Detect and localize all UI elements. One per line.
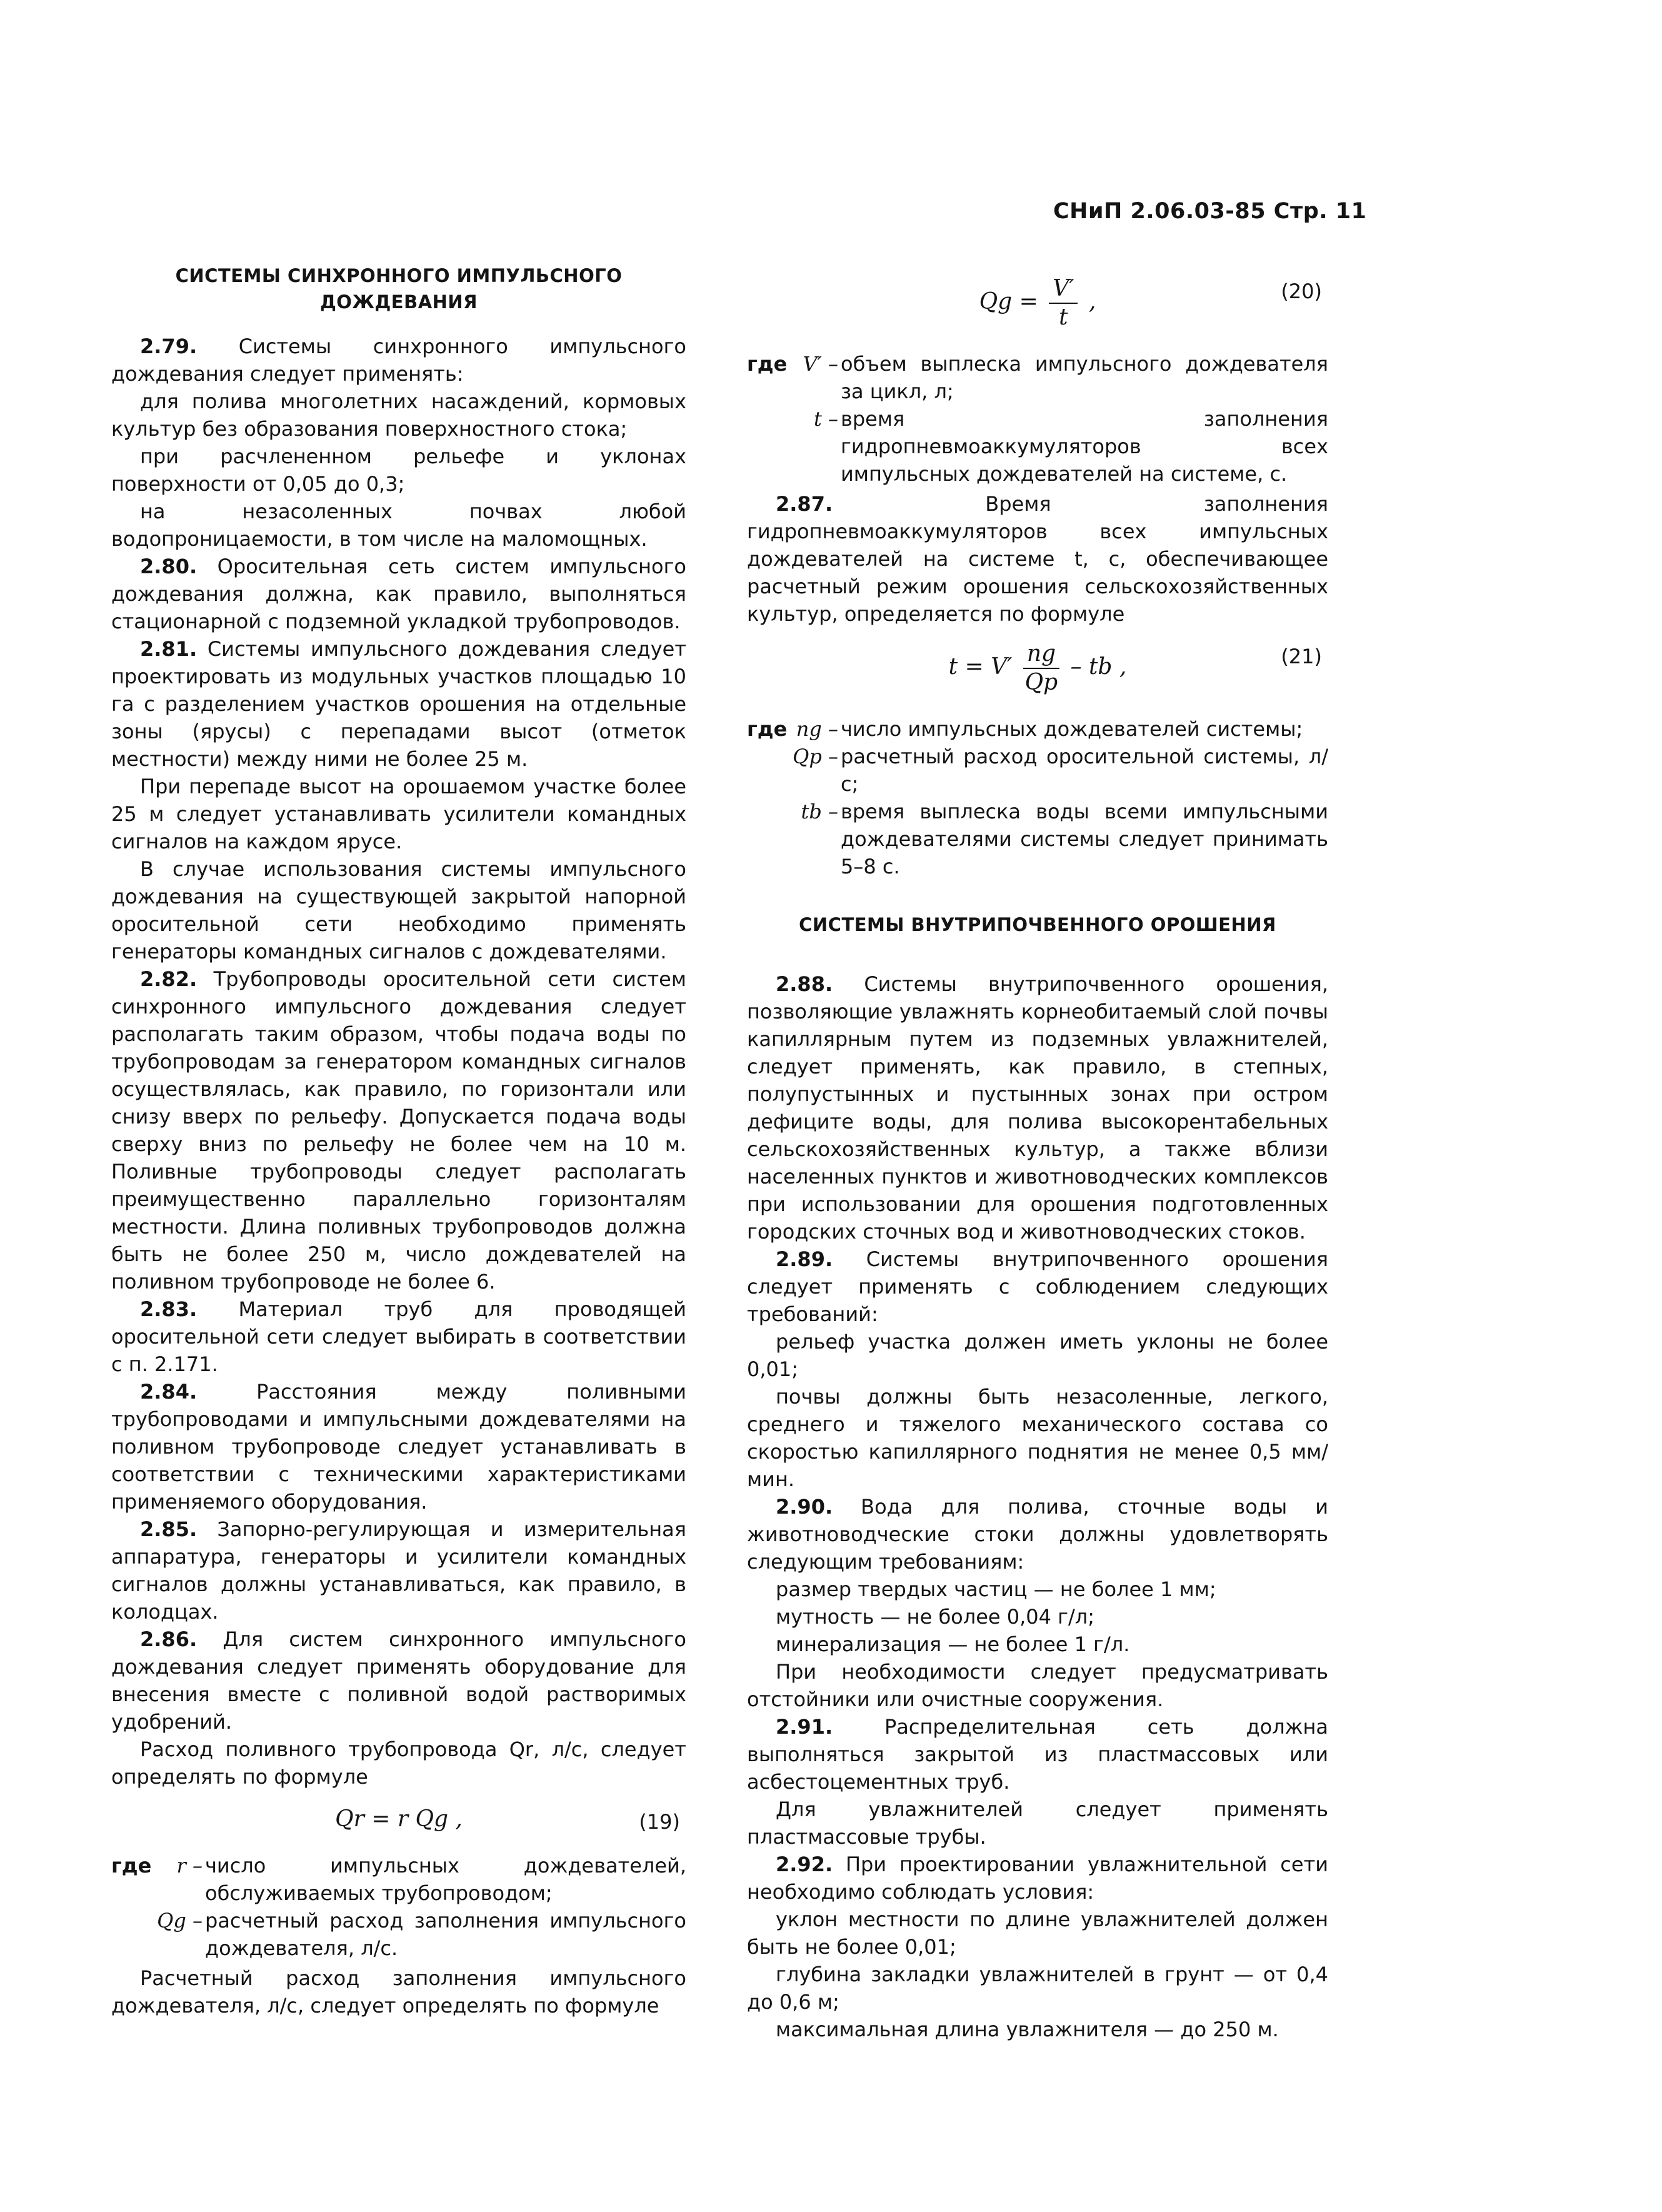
paragraph-text: Расчетный расход заполнения импульсного дождевателя, л/с, следует определять по формуле (111, 1966, 686, 2018)
paragraph-text: Системы внутрипочвенного орошения, позволяющие увлажнять корнеобитаемый слой почвы капиллярным путем из подземных увлажнителей, следует применять, как правило, в степных, полупустынных и пустынных зонах при остром дефиците воды, для полива высокорентабельных сельскохозяйственных культур, а также вблизи населенных пунктов и животноводческих комплексов при использовании для орошения подготовленных городских сточных вод и животноводческих стоков. (747, 972, 1328, 1244)
paragraph-text: При проектировании увлажнительной сети необходимо соблюдать условия: (747, 1853, 1328, 1904)
clause-number: 2.84. (140, 1380, 198, 1404)
definition-item (111, 1852, 686, 1907)
clause-number: 2.87. (776, 492, 833, 516)
definition-symbol: tb – (801, 800, 838, 823)
section-title-line1: СИСТЕМЫ СИНХРОННОГО ИМПУЛЬСНОГО (175, 265, 623, 286)
clause-number: 2.81. (140, 637, 198, 661)
paragraph-text: Системы внутрипочвенного орошения следует применять с соблюдением следующих требований: (747, 1247, 1328, 1326)
left-column (111, 263, 686, 2019)
list-item: для полива многолетних насаждений, кормовых культур без образования поверхностного стока; (111, 390, 686, 441)
paragraph-text: Время заполнения гидропневмоаккумуляторов всех импульсных дождевателей на системе t, с, обеспечивающее расчетный режим орошения сельскохозяйственных культур, определяется по формуле (747, 492, 1328, 626)
list-item: рельеф участка должен иметь уклоны не более 0,01; (747, 1330, 1328, 1381)
paragraph-2-82 (111, 965, 686, 1295)
definition-item (111, 1907, 686, 1962)
paragraph-text: Оросительная сеть систем импульсного дождевания должна, как правило, выполняться стационарной с подземной укладкой трубопроводов. (111, 555, 686, 633)
formula-19-definitions (111, 1852, 686, 1962)
fraction-numerator: V′ (1049, 275, 1078, 304)
formula-number: (20) (1281, 279, 1322, 303)
paragraph-text: Расход поливного трубопровода Qr, л/с, следует определять по формуле (111, 1737, 686, 1789)
right-column (747, 263, 1328, 2043)
paragraph-2-85 (111, 1516, 686, 1626)
paragraph-2-91 (747, 1713, 1328, 1796)
clause-number: 2.90. (776, 1495, 833, 1519)
clause-number: 2.86. (140, 1627, 198, 1651)
list-item: уклон местности по длине увлажнителей должен быть не более 0,01; (747, 1908, 1328, 1959)
paragraph-2-84 (111, 1378, 686, 1516)
formula-tail: , (1088, 289, 1096, 314)
paragraph-text: Трубопроводы оросительной сети систем синхронного импульсного дождевания следует располагать таким образом, чтобы подача воды по трубопроводам за генератором командных сигналов осуществлялась, как правило, по горизонтали или снизу вверх по рельефу. Допускается подача воды сверху вниз по рельефу не более чем на 10 м. Поливные трубопроводы следует располагать преимущественно параллельно горизонталям местности. Длина поливных трубопроводов должна быть не более 250 м, число дождевателей на поливном трубопроводе не более 6. (111, 967, 686, 1294)
clause-number: 2.82. (140, 967, 198, 991)
fraction-numerator: ng (1023, 640, 1059, 669)
list-item: при расчлененном рельефе и уклонах поверхности от 0,05 до 0,3; (111, 445, 686, 496)
formula-21 (747, 634, 1328, 709)
definition-text: время заполнения гидропневмоаккумуляторов всех импульсных дождевателей на системе, с. (841, 407, 1328, 486)
list-item: мутность — не более 0,04 г/л; (776, 1605, 1094, 1629)
formula-19 (111, 1799, 686, 1846)
paragraph-2-92 (747, 1851, 1328, 1906)
paragraph-text: Системы синхронного импульсного дождевания следует применять: (111, 334, 686, 386)
definition-item (747, 350, 1328, 405)
where-label: где (747, 717, 788, 741)
definition-item (747, 798, 1328, 880)
definition-text: расчетный расход оросительной системы, л/с; (841, 745, 1328, 796)
paragraph-2-87 (747, 490, 1328, 628)
paragraph-text: При необходимости следует предусматривать отстойники или очистные сооружения. (747, 1660, 1328, 1711)
paragraph-text: При перепаде высот на орошаемом участке более 25 м следует устанавливать усилители командных сигналов на каждом ярусе. (111, 775, 686, 853)
paragraph-2-81 (111, 635, 686, 773)
clause-number: 2.92. (776, 1853, 833, 1876)
paragraph-2-90 (747, 1493, 1328, 1576)
formula-fraction (1023, 640, 1059, 696)
section-title-line2: ДОЖДЕВАНИЯ (319, 291, 478, 313)
paragraph-2-80 (111, 553, 686, 635)
clause-number: 2.80. (140, 555, 198, 578)
paragraph-text: Системы импульсного дождевания следует проектировать из модульных участков площадью 10 га с разделением участков орошения на отдельные зоны (ярусы) с перепадами высот (отметок местности) между ними не более 25 м. (111, 637, 686, 771)
where-label: где (111, 1854, 152, 1878)
paragraph-2-89 (747, 1245, 1328, 1328)
page-header: СНиП 2.06.03-85 Стр. 11 (1053, 199, 1367, 224)
definition-symbol: t – (813, 407, 838, 431)
definition-text: время выплеска воды всеми импульсными дождевателями системы следует принимать 5–8 с. (841, 800, 1328, 878)
formula-tail: – tb , (1070, 654, 1127, 680)
list-item: минерализация — не более 1 г/л. (776, 1632, 1130, 1656)
paragraph-2-83 (111, 1295, 686, 1378)
formula-expression (747, 275, 1328, 331)
formula-expression: Qr = r Qg , (335, 1806, 463, 1832)
definition-text: число импульсных дождевателей системы; (841, 717, 1303, 741)
clause-number: 2.83. (140, 1297, 198, 1321)
clause-number: 2.89. (776, 1247, 833, 1271)
paragraph-2-88 (747, 970, 1328, 1245)
clause-number: 2.88. (776, 972, 833, 996)
definition-text: число импульсных дождевателей, обслуживаемых трубопроводом; (205, 1854, 686, 1905)
paragraph-text: Распределительная сеть должна выполняться закрытой из пластмассовых или асбестоцементных труб. (747, 1715, 1328, 1794)
paragraph-text: Вода для полива, сточные воды и животноводческие стоки должны удовлетворять следующим требованиям: (747, 1495, 1328, 1574)
paragraph-2-86 (111, 1626, 686, 1736)
formula-20 (747, 269, 1328, 344)
formula-21-definitions (747, 715, 1328, 880)
definition-item (747, 715, 1328, 743)
paragraph-2-79 (111, 333, 686, 388)
clause-number: 2.91. (776, 1715, 833, 1739)
definition-symbol: Qp – (793, 745, 838, 768)
formula-fraction (1049, 275, 1078, 331)
definition-symbol: r – (176, 1854, 203, 1878)
fraction-denominator: Qp (1024, 670, 1058, 695)
definition-text: объем выплеска импульсного дождевателя за цикл, л; (841, 352, 1328, 403)
where-label: где (747, 352, 788, 376)
paragraph-text: В случае использования системы импульсного дождевания на существующей закрытой напорной оросительной сети необходимо применять генераторы командных сигналов с дождевателями. (111, 857, 686, 963)
list-item: максимальная длина увлажнителя — до 250 м. (776, 2018, 1279, 2041)
fraction-denominator: t (1059, 304, 1068, 330)
paragraph-text: Материал труб для проводящей оросительной сети следует выбирать в соответствии с п. 2.171. (111, 1297, 686, 1376)
section-title-subsoil: СИСТЕМЫ ВНУТРИПОЧВЕННОГО ОРОШЕНИЯ (799, 914, 1276, 935)
list-item: почвы должны быть незасоленные, легкого, среднего и тяжелого механического состава со скоростью капиллярного поднятия не менее 0,5 мм/мин. (747, 1385, 1328, 1491)
paragraph-text: Для увлажнителей следует применять пластмассовые трубы. (747, 1797, 1328, 1849)
paragraph-text: Расстояния между поливными трубопроводами и импульсными дождевателями на поливном трубопроводе следует устанавливать в соответствии с техническими характеристиками применяемого оборудования. (111, 1380, 686, 1514)
list-item: глубина закладки увлажнителей в грунт — от 0,4 до 0,6 м; (747, 1963, 1328, 2014)
formula-expression (747, 640, 1328, 696)
paragraph-text: Запорно-регулирующая и измерительная аппаратура, генераторы и усилители командных сигналов должны устанавливаться, как правило, в колодцах. (111, 1517, 686, 1624)
definition-item (747, 405, 1328, 488)
definition-text: расчетный расход заполнения импульсного дождевателя, л/с. (205, 1909, 686, 1960)
formula-lhs: Qg = (979, 289, 1038, 314)
clause-number: 2.79. (140, 334, 198, 358)
section-title-impulse (111, 263, 686, 315)
list-item: на незасоленных почвах любой водопроницаемости, в том числе на маломощных. (111, 500, 686, 551)
formula-number: (21) (1281, 645, 1322, 668)
definition-symbol: V′ – (803, 352, 838, 376)
formula-lhs: t = V′ (948, 654, 1013, 680)
definition-symbol: Qg – (157, 1909, 203, 1933)
paragraph-text: Для систем синхронного импульсного дождевания следует применять оборудование для внесения вместе с поливной водой растворимых удобрений. (111, 1627, 686, 1734)
list-item: размер твердых частиц — не более 1 мм; (776, 1577, 1216, 1601)
definition-item (747, 743, 1328, 798)
formula-20-definitions (747, 350, 1328, 488)
clause-number: 2.85. (140, 1517, 198, 1541)
formula-number: (19) (639, 1810, 680, 1834)
definition-symbol: ng – (796, 717, 838, 741)
